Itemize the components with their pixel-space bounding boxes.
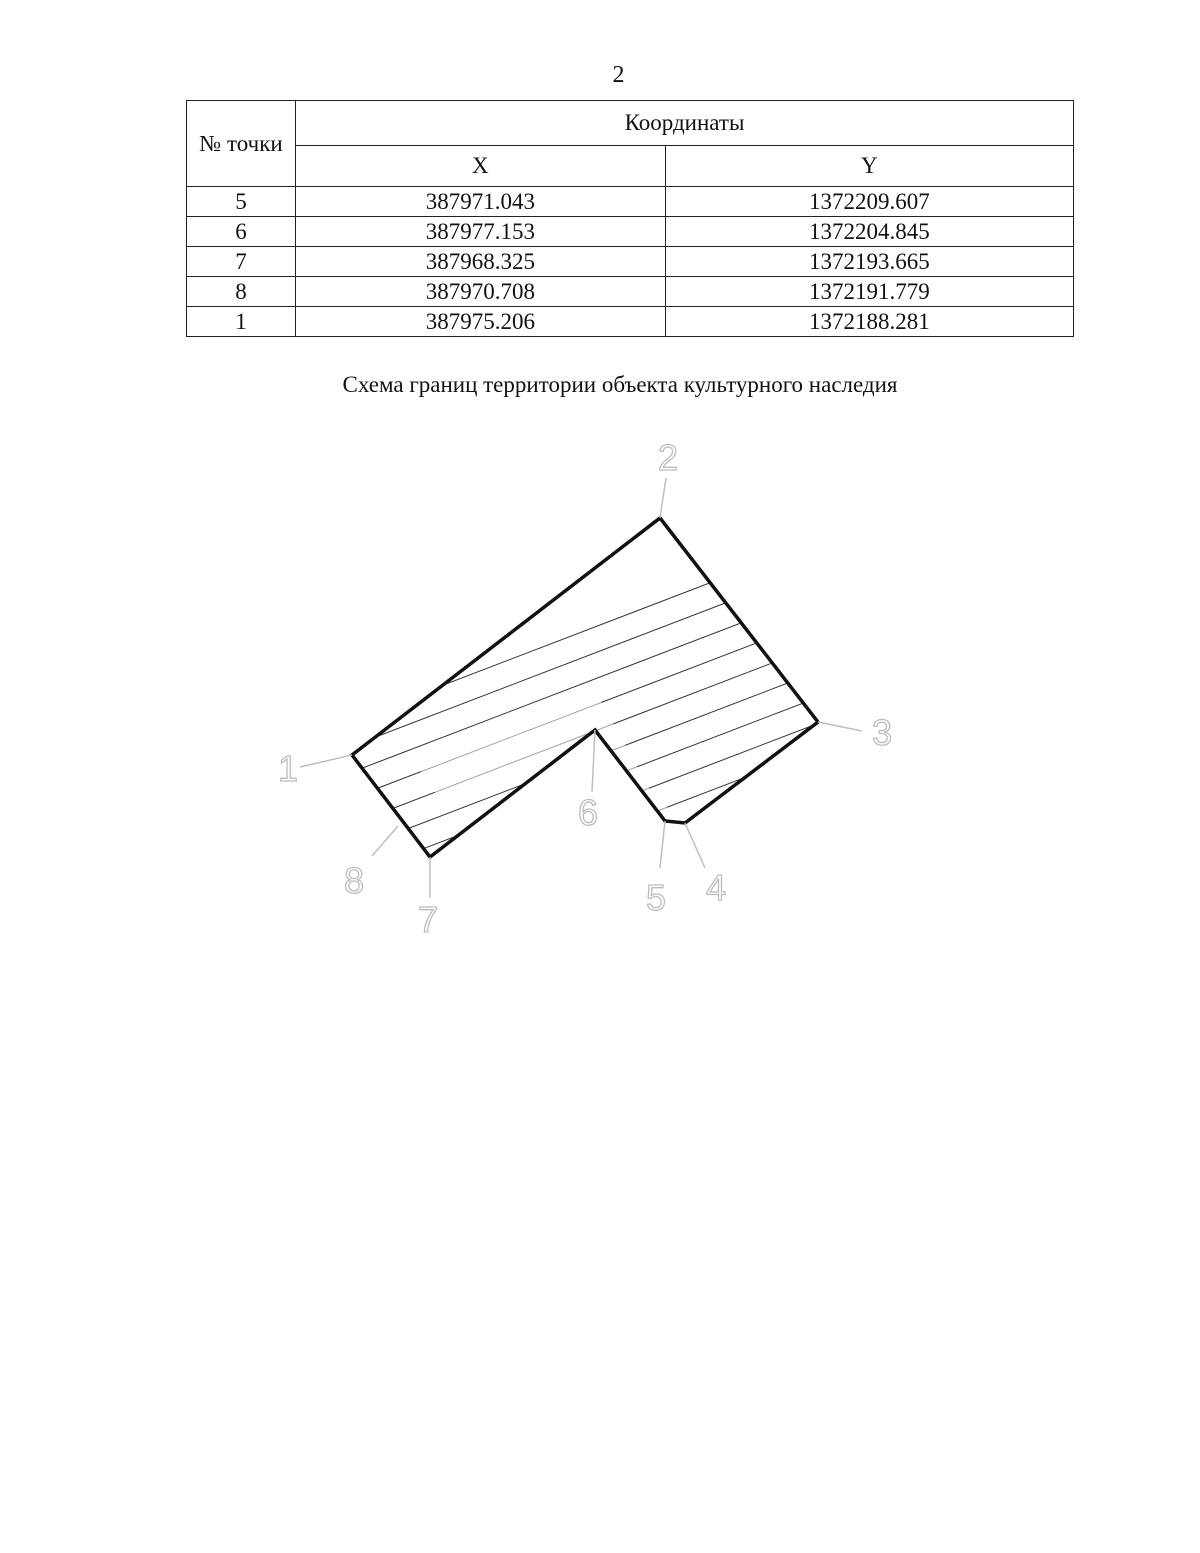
point-label-6: 6 (578, 792, 599, 833)
y-cell: 1372204.845 (665, 217, 1073, 247)
y-cell: 1372191.779 (665, 277, 1073, 307)
point-number-cell: 8 (187, 277, 296, 307)
point-number-cell: 1 (187, 307, 296, 337)
point-number-cell: 5 (187, 187, 296, 217)
hatch-pattern (300, 510, 900, 1130)
point-label-5: 5 (646, 877, 667, 918)
point-label-2: 2 (658, 437, 679, 478)
x-cell: 387971.043 (296, 187, 666, 217)
point-label-3: 3 (872, 712, 893, 753)
coordinates-header: Координаты (296, 101, 1074, 146)
point-number-header: № точки (187, 101, 296, 187)
point-label-1: 1 (278, 748, 299, 789)
point-label-4: 4 (706, 867, 727, 908)
point-label-7: 7 (418, 899, 439, 940)
x-cell: 387977.153 (296, 217, 666, 247)
scheme-title: Схема границ территории объекта культурного наследия (342, 372, 898, 397)
x-cell: 387970.708 (296, 277, 666, 307)
point-label-8: 8 (344, 860, 365, 901)
page-number: 2 (612, 62, 625, 88)
x-header: X (296, 146, 666, 187)
y-cell: 1372193.665 (665, 247, 1073, 277)
point-number-cell: 6 (187, 217, 296, 247)
point-number-cell: 7 (187, 247, 296, 277)
y-cell: 1372209.607 (665, 187, 1073, 217)
x-cell: 387975.206 (296, 307, 666, 337)
leader-lines (300, 478, 862, 898)
scan-fade (400, 700, 675, 815)
x-cell: 387968.325 (296, 247, 666, 277)
y-header: Y (665, 146, 1073, 187)
y-cell: 1372188.281 (665, 307, 1073, 337)
